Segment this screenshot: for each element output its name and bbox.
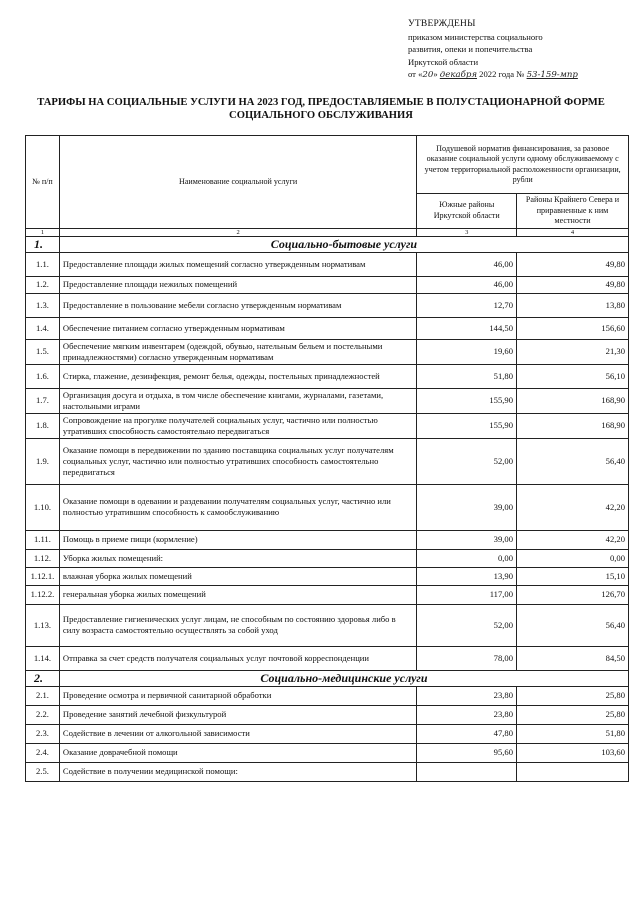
section-number: 1.: [26, 236, 60, 252]
price-south: 23,80: [417, 705, 517, 724]
price-north: 56,40: [517, 438, 629, 484]
price-south: 39,00: [417, 530, 517, 549]
section-title: Социально-бытовые услуги: [59, 236, 628, 252]
price-south: 144,50: [417, 317, 517, 339]
service-number: 1.5.: [26, 339, 60, 364]
service-name: генеральная уборка жилых помещений: [59, 585, 416, 604]
price-north: 13,80: [517, 293, 629, 317]
service-number: 1.6.: [26, 364, 60, 388]
table-row: [26, 604, 629, 646]
approval-line: Иркутской области: [408, 56, 479, 67]
table-row: [26, 646, 629, 670]
table-row: [26, 339, 629, 364]
date-day: 20: [422, 70, 434, 81]
service-number: 2.3.: [26, 724, 60, 743]
table-row: [26, 484, 629, 530]
date-close: »: [433, 69, 438, 80]
price-south: [417, 762, 517, 781]
table-row: [26, 276, 629, 293]
price-north: 49,80: [517, 252, 629, 276]
service-name: Обеспечение мягким инвентарем (одеждой, обувью, нательным бельем и постельными принадлежностями) согласно утвержденным нормативам: [59, 339, 416, 364]
price-south: 52,00: [417, 438, 517, 484]
approval-block: [408, 18, 633, 82]
approval-date-line: [408, 68, 633, 82]
table-row: [26, 567, 629, 585]
table-row: [26, 686, 629, 705]
table-row: [26, 705, 629, 724]
service-number: 1.4.: [26, 317, 60, 339]
price-north: 168,90: [517, 388, 629, 413]
service-name: Сопровождение на прогулке получателей социальных услуг, частично или полностью утративших способность самостоятельно передвигаться: [59, 413, 416, 438]
price-north: 126,70: [517, 585, 629, 604]
service-name: Обеспечение питанием согласно утвержденным нормативам: [59, 317, 416, 339]
service-number: 1.12.: [26, 549, 60, 567]
price-north: 56,10: [517, 364, 629, 388]
service-number: 1.12.1.: [26, 567, 60, 585]
table-row: [26, 413, 629, 438]
service-name: Проведение занятий лечебной физкультурой: [59, 705, 416, 724]
service-number: 1.1.: [26, 252, 60, 276]
service-name: Содействие в лечении от алкогольной зависимости: [59, 724, 416, 743]
service-name: Предоставление гигиенических услуг лицам, не способным по состоянию здоровья либо в силу возраста самостоятельно осуществлять за собой уход: [59, 604, 416, 646]
service-number: 1.11.: [26, 530, 60, 549]
price-south: 13,90: [417, 567, 517, 585]
date-year: 2022 года №: [479, 69, 525, 80]
table-row: [26, 530, 629, 549]
price-north: 21,30: [517, 339, 629, 364]
price-south: 155,90: [417, 413, 517, 438]
service-number: 1.9.: [26, 438, 60, 484]
section-title: Социально-медицинские услуги: [59, 670, 628, 686]
service-name: Организация досуга и отдыха, в том числе обеспечение книгами, журналами, газетами, настольными играми: [59, 388, 416, 413]
approval-heading: УТВЕРЖДЕНЫ: [408, 19, 476, 29]
table-row: [26, 388, 629, 413]
price-south: 51,80: [417, 364, 517, 388]
approval-line: приказом министерства социального: [408, 31, 543, 42]
price-north: 168,90: [517, 413, 629, 438]
price-north: 25,80: [517, 686, 629, 705]
service-number: 2.1.: [26, 686, 60, 705]
service-name: Стирка, глажение, дезинфекция, ремонт белья, одежды, постельных принадлежностей: [59, 364, 416, 388]
table-row: [26, 438, 629, 484]
order-number: 53-159-мпр: [526, 70, 578, 81]
col-index: 1: [26, 228, 60, 236]
table-row: [26, 549, 629, 567]
price-south: 39,00: [417, 484, 517, 530]
col-index: 4: [517, 228, 629, 236]
price-south: 19,60: [417, 339, 517, 364]
service-number: 2.2.: [26, 705, 60, 724]
service-number: 1.8.: [26, 413, 60, 438]
col-index: 3: [417, 228, 517, 236]
table-row: [26, 585, 629, 604]
price-north: 49,80: [517, 276, 629, 293]
price-north: 84,50: [517, 646, 629, 670]
service-number: 1.12.2.: [26, 585, 60, 604]
price-south: 95,60: [417, 743, 517, 762]
service-number: 1.3.: [26, 293, 60, 317]
table-row: [26, 364, 629, 388]
service-name: Проведение осмотра и первичной санитарной обработки: [59, 686, 416, 705]
col-header-num: № п/п: [26, 136, 60, 229]
price-south: 78,00: [417, 646, 517, 670]
service-name: Оказание доврачебной помощи: [59, 743, 416, 762]
service-number: 1.7.: [26, 388, 60, 413]
section-row: [26, 236, 629, 252]
col-header-name: Наименование социальной услуги: [59, 136, 416, 229]
table-row: [26, 293, 629, 317]
service-name: Уборка жилых помещений:: [59, 549, 416, 567]
service-name: влажная уборка жилых помещений: [59, 567, 416, 585]
service-name: Содействие в получении медицинской помощи:: [59, 762, 416, 781]
price-north: 42,20: [517, 484, 629, 530]
price-south: 155,90: [417, 388, 517, 413]
section-number: 2.: [26, 670, 60, 686]
section-row: [26, 670, 629, 686]
price-south: 0,00: [417, 549, 517, 567]
table-row: [26, 743, 629, 762]
price-south: 47,80: [417, 724, 517, 743]
table-row: [26, 724, 629, 743]
price-north: 51,80: [517, 724, 629, 743]
price-north: 15,10: [517, 567, 629, 585]
date-month: декабря: [439, 70, 478, 81]
price-north: 42,20: [517, 530, 629, 549]
col-header-group: Подушевой норматив финансирования, за разовое оказание социальной услуги одному обслуживаемому с учетом территориальной расположенности организации, рубли: [417, 136, 629, 194]
col-header-north: Районы Крайнего Севера и приравненные к ним местности: [517, 194, 629, 229]
table-row: [26, 317, 629, 339]
service-name: Предоставление площади нежилых помещений: [59, 276, 416, 293]
price-north: 103,60: [517, 743, 629, 762]
price-south: 117,00: [417, 585, 517, 604]
service-name: Оказание помощи в передвижении по зданию поставщика социальных услуг получателям социальных услуг, частично или полностью утративших способность самостоятельно передвигаться: [59, 438, 416, 484]
service-name: Предоставление площади жилых помещений согласно утвержденным нормативам: [59, 252, 416, 276]
table-row: [26, 762, 629, 781]
service-name: Оказание помощи в одевании и раздевании получателям социальных услуг, частично или полностью утратившим способность к самообслуживанию: [59, 484, 416, 530]
price-north: 25,80: [517, 705, 629, 724]
document-title: ТАРИФЫ НА СОЦИАЛЬНЫЕ УСЛУГИ НА 2023 ГОД, ПРЕДОСТАВЛЯЕМЫЕ В ПОЛУСТАЦИОНАРНОЙ ФОРМЕ СОЦИАЛЬНОГО ОБСЛУЖИВАНИЯ: [37, 97, 605, 121]
tariff-table: [25, 135, 629, 782]
service-name: Помощь в приеме пищи (кормление): [59, 530, 416, 549]
price-north: [517, 762, 629, 781]
col-index: 2: [59, 228, 416, 236]
service-number: 2.5.: [26, 762, 60, 781]
table-row: [26, 252, 629, 276]
price-north: 156,60: [517, 317, 629, 339]
service-number: 1.2.: [26, 276, 60, 293]
service-number: 1.14.: [26, 646, 60, 670]
service-number: 1.10.: [26, 484, 60, 530]
price-south: 23,80: [417, 686, 517, 705]
service-name: Отправка за счет средств получателя социальных услуг почтовой корреспонденции: [59, 646, 416, 670]
service-number: 2.4.: [26, 743, 60, 762]
col-header-south: Южные районы Иркутской области: [417, 194, 517, 229]
price-south: 12,70: [417, 293, 517, 317]
price-north: 56,40: [517, 604, 629, 646]
price-south: 46,00: [417, 252, 517, 276]
service-name: Предоставление в пользование мебели согласно утвержденным нормативам: [59, 293, 416, 317]
price-north: 0,00: [517, 549, 629, 567]
price-south: 46,00: [417, 276, 517, 293]
approval-line: развития, опеки и попечительства: [408, 44, 533, 55]
service-number: 1.13.: [26, 604, 60, 646]
price-south: 52,00: [417, 604, 517, 646]
date-prefix: от «: [408, 69, 423, 80]
